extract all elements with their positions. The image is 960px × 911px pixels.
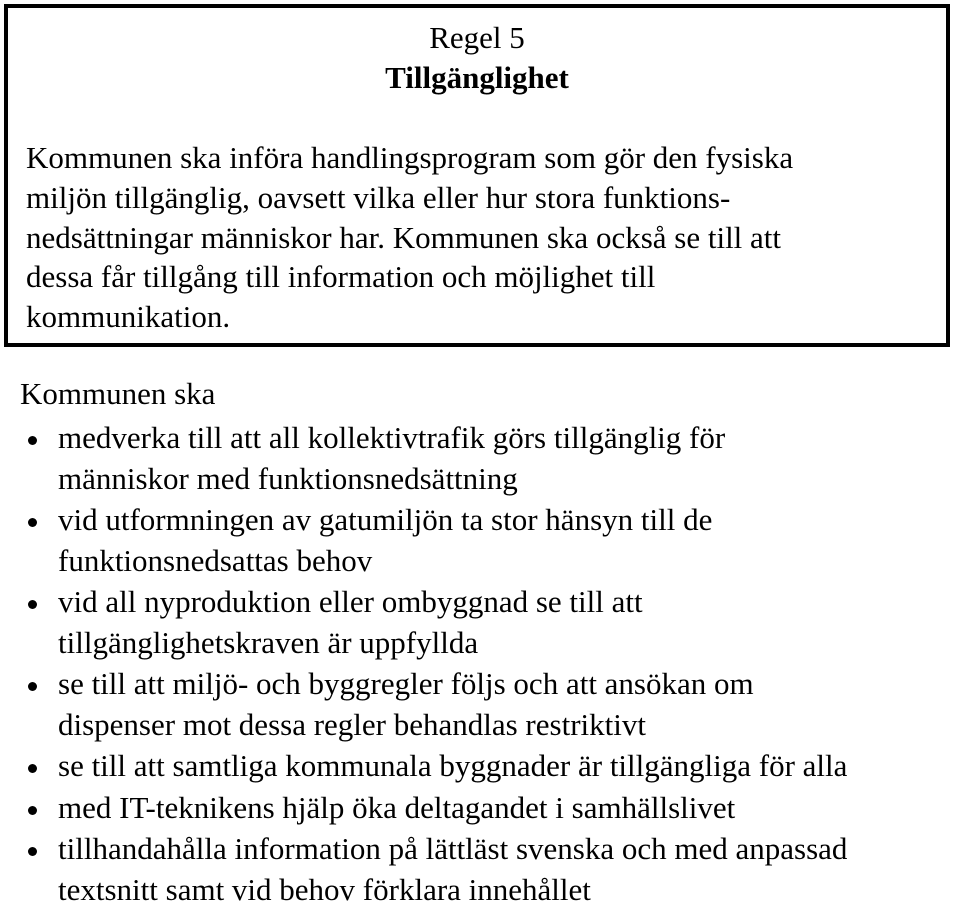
list-item-line: tillhandahålla information på lättläst svenska och med anpassad — [58, 831, 848, 866]
list-item — [0, 788, 960, 829]
rule-body — [26, 138, 926, 337]
list-item — [0, 500, 960, 581]
bullet-icon — [28, 764, 37, 773]
list-item-line: textsnitt samt vid behov förklara innehållet — [58, 871, 591, 907]
bullet-icon — [28, 518, 37, 527]
bullet-icon — [28, 436, 37, 445]
list-item-line: medverka till att all kollektivtrafik görs tillgänglig för — [58, 420, 726, 455]
list-item-line: med IT-teknikens hjälp öka deltagandet i samhällslivet — [58, 789, 736, 825]
rule-body-line: miljön tillgänglig, oavsett vilka eller hur stora funktions- — [26, 179, 731, 215]
list-item — [0, 664, 960, 745]
bullet-icon — [28, 682, 37, 691]
rule-body-line: dessa får tillgång till information och möjlighet till — [26, 259, 656, 295]
list-item — [0, 829, 960, 910]
list-item-line: se till att samtliga kommunala byggnader är tillgängliga för alla — [58, 748, 848, 783]
list-item-line: tillgänglighetskraven är uppfyllda — [58, 624, 479, 660]
list-item-line: vid all nyproduktion eller ombyggnad se till att — [58, 584, 643, 619]
list-item — [0, 418, 960, 499]
rule-title: Tillgänglighet — [385, 60, 569, 95]
list-item-line: dispenser mot dessa regler behandlas restriktivt — [58, 706, 646, 742]
list-item — [0, 746, 960, 787]
rule-box — [4, 4, 950, 347]
list-item-line: människor med funktionsnedsättning — [58, 460, 518, 496]
list-item-line: vid utformningen av gatumiljön ta stor hänsyn till de — [58, 502, 713, 537]
bullet-icon — [28, 847, 37, 856]
list-item-line: funktionsnedsattas behov — [58, 542, 373, 578]
list-item-line: se till att miljö- och byggregler följs och att ansökan om — [58, 666, 754, 701]
rule-body-line: kommunikation. — [26, 299, 231, 335]
rule-body-line: Kommunen ska införa handlingsprogram som gör den fysiska — [26, 140, 794, 175]
list-item — [0, 582, 960, 663]
intro-text: Kommunen ska — [20, 376, 216, 411]
bullet-list — [0, 418, 960, 911]
rule-body-line: nedsättningar människor har. Kommunen ska också se till att — [26, 219, 782, 255]
bullet-icon — [28, 806, 37, 815]
bullet-icon — [28, 600, 37, 609]
rule-number: Regel 5 — [429, 20, 525, 55]
